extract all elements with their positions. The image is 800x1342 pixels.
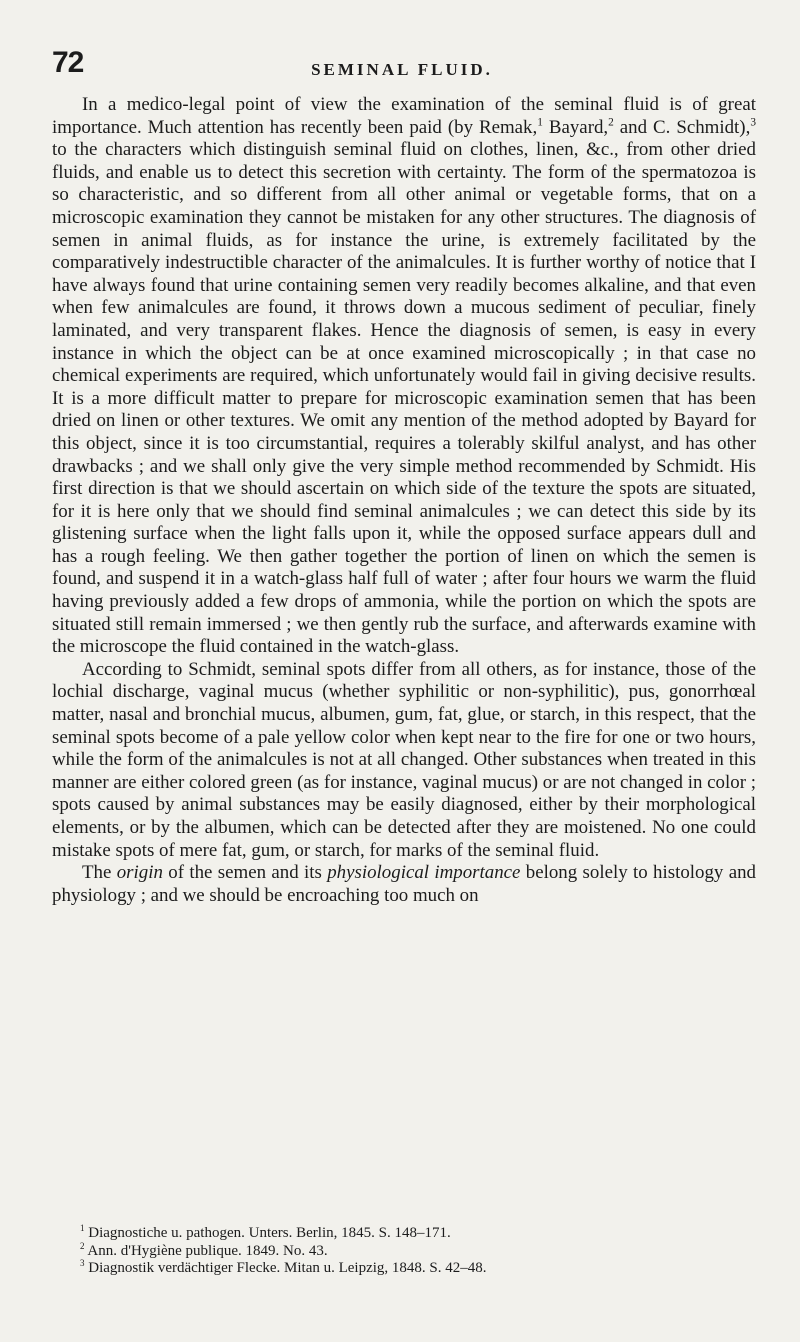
paragraph-1: In a medico-legal point of view the examination of the seminal fluid is of great importance. Much attention has recently been paid (by Remak,$^1$ Bayard,$^2$ and C. Schmidt),$^3$ to the characters which distinguish seminal fluid on clothes, linen, &c., from other dried fluids, and enable us to detect this secretion with certainty. The form of the spermatozoa is so characteristic, and so different from all other animal or vegetable forms, that on a microscopic examination they cannot be mistaken for any other structures. The diagnosis of semen in animal fluids, as for instance the urine, is extremely facilitated by the comparatively indestructible character of the animalcules. It is further worthy of notice that I have always found that urine containing semen very readily becomes alkaline, and that even when few animalcules are found, it throws down a mucous sediment of peculiar, finely laminated, and very transparent flakes. Hence the diagnosis of semen, is easy in every instance in which the object can be at once examined microscopically ; in that case no chemical experiments are required, which unfortunately would fail in giving decisive results. It is a more difficult matter to prepare for microscopic examination semen that has been dried on linen or other textures. We omit any mention of the method adopted by Bayard for this object, since it is too circumstantial, requires a tolerably skilful analyst, and has other drawbacks ; and we shall only give the very simple method recommended by Schmidt. His first direction is that we should ascertain on which side of the texture the spots are situated, for it is here only that we should find seminal animalcules ; we can detect this side by its glistening surface when the light falls upon it, while the opposed surface appears dull and has a rough feeling. We then gather together the portion of linen on which the semen is found, and suspend it in a watch-glass half full of water ; after four hours we warm the fluid having previously added a few drops of ammonia, while the portion on which the spots are situated still remain immersed ; we then gently rub the surface, and afterwards examine with the microscope the fluid contained in the watch-glass. [52, 94, 756, 658]
emphasis-physiological-importance: physiological importance [327, 862, 521, 884]
body-text [52, 94, 756, 907]
paragraph-3: The origin of the semen and its physiological importance belong solely to histology and physiology ; and we should be encroaching too much on [52, 862, 757, 906]
footnotes [52, 1225, 756, 1278]
running-title: SEMINAL FLUID. [311, 60, 493, 79]
footnote-3: $^3$ Diagnostik verdächtiger Flecke. Mitan u. Leipzig, 1848. S. 42–48. [80, 1258, 487, 1276]
paragraph-2: According to Schmidt, seminal spots differ from all others, as for instance, those of the lochial discharge, vaginal mucus (whether syphilitic or non-syphilitic), pus, gonorrhœal matter, nasal and bronchial mucus, albumen, gum, fat, glue, or starch, in this respect, that the seminal spots become of a pale yellow color when kept near to the fire for one or two hours, while the form of the animalcules is not at all changed. Other substances when treated in this manner are either colored green (as for instance, vaginal mucus) or are not changed in color ; spots caused by animal substances may be easily diagnosed, either by their morphological elements, or by the albumen, which can be detected after they are moistened. No one could mistake spots of mere fat, gum, or starch, for marks of the seminal fluid. [52, 658, 756, 861]
footnote-ref-1: 1 [537, 116, 543, 129]
footnote-ref-3: 3 [750, 116, 756, 129]
footnote-ref-2: 2 [608, 116, 614, 129]
emphasis-origin: origin [116, 862, 163, 884]
page-header [52, 48, 752, 88]
footnote-1: $^1$ Diagnostiche u. pathogen. Unters. Berlin, 1845. S. 148–171. [80, 1223, 451, 1241]
footnote-2: $^2$ Ann. d'Hygiène publique. 1849. No. 43. [80, 1240, 328, 1259]
page-number: 72 [52, 46, 84, 79]
